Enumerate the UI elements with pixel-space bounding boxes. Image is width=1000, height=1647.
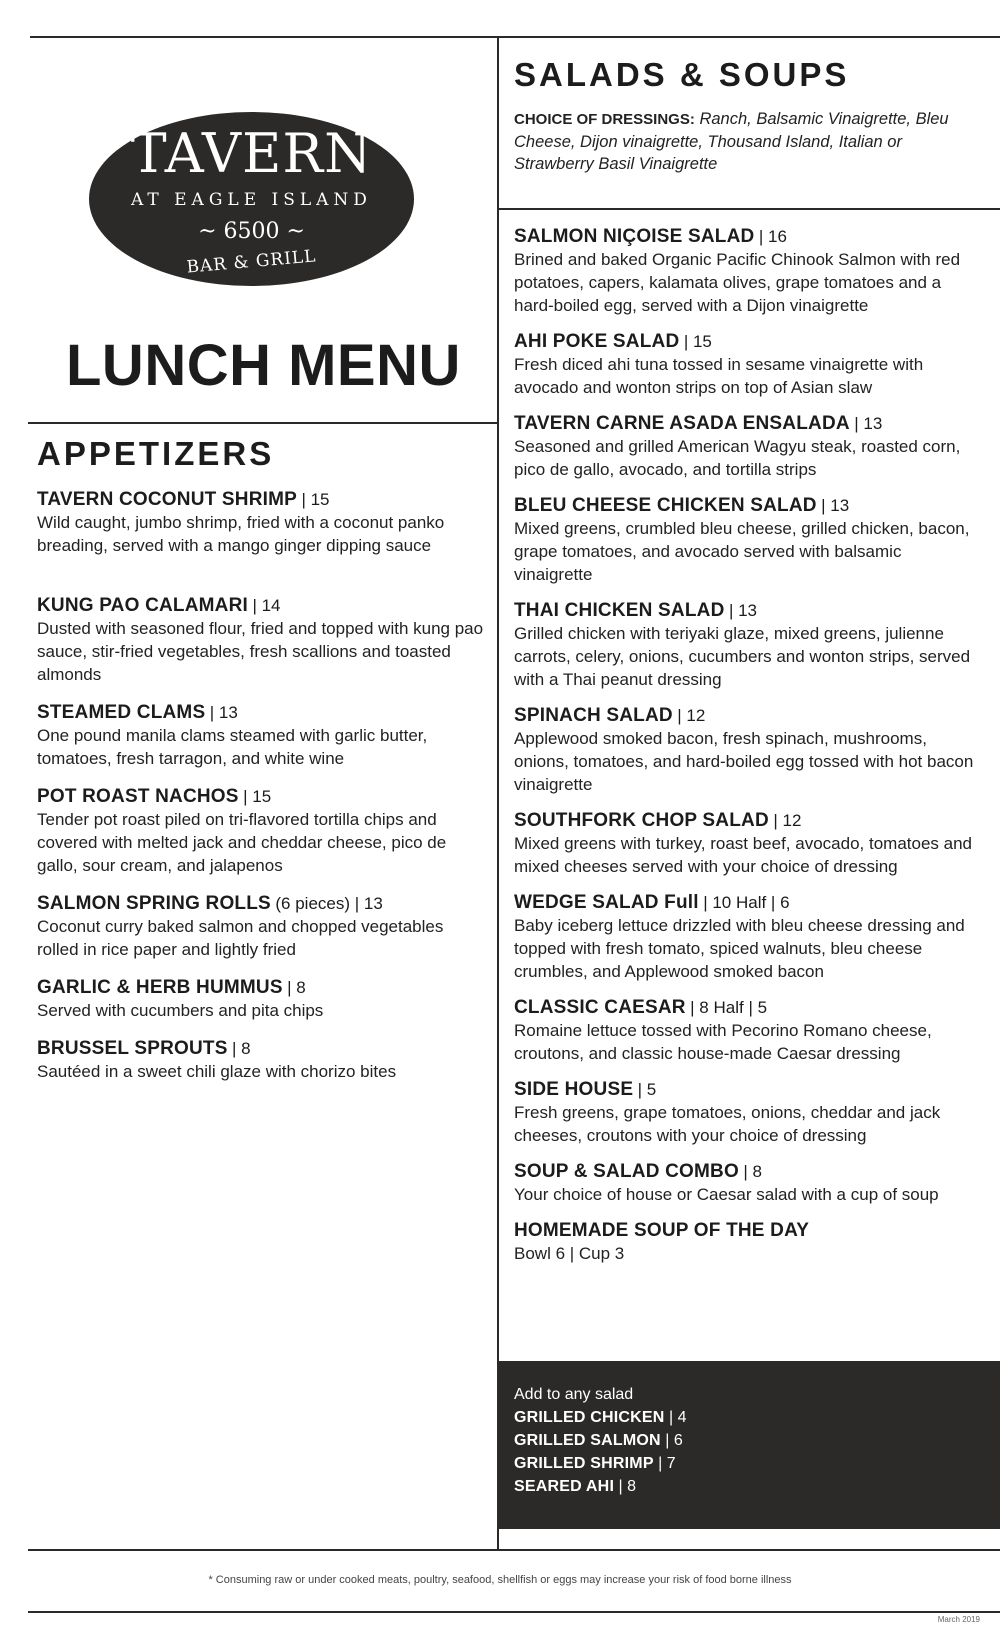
menu-item-description: One pound manila clams steamed with garlic butter, tomatoes, fresh tarragon, and white wine	[37, 726, 428, 768]
menu-item-name: POT ROAST NACHOS	[37, 786, 239, 807]
menu-item-heading	[37, 489, 487, 511]
menu-item-heading	[514, 1079, 974, 1101]
menu-item	[514, 226, 974, 317]
menu-item-heading	[514, 705, 974, 727]
health-disclaimer: * Consuming raw or under cooked meats, poultry, seafood, shellfish or eggs may increase your risk of food borne illness	[208, 1574, 792, 1586]
menu-item-heading	[514, 810, 974, 832]
menu-item-description: Coconut curry baked salmon and chopped vegetables rolled in rice paper and lightly fried	[37, 917, 444, 959]
menu-item-description: Your choice of house or Caesar salad with a cup of soup	[514, 1185, 939, 1204]
page-title: LUNCH MENU	[66, 333, 461, 398]
menu-item-name: STEAMED CLAMS	[37, 702, 206, 723]
menu-item	[514, 1161, 974, 1206]
menu-item-description: Dusted with seasoned flour, fried and topped with kung pao sauce, stir-fried vegetables, fresh scallions and toasted almonds	[37, 619, 484, 684]
menu-item-price: | 13	[728, 601, 758, 620]
menu-item-heading	[37, 893, 487, 915]
menu-item-price: | 12	[677, 706, 706, 725]
menu-item	[514, 810, 974, 878]
right-header-rule	[499, 208, 1000, 210]
menu-item-price: | 10 Half | 6	[703, 893, 790, 912]
dressings-note	[514, 108, 974, 175]
menu-item-price: | 8	[743, 1162, 762, 1181]
menu-item-description: Bowl 6 | Cup 3	[514, 1244, 625, 1263]
menu-item-description: Romaine lettuce tossed with Pecorino Romano cheese, croutons, and classic house-made Caesar dressing	[514, 1021, 932, 1063]
dressings-text: Ranch, Balsamic Vinaigrette, Bleu Cheese, Dijon vinaigrette, Thousand Island, Italian or Strawberry Basil Vinaigrette	[514, 110, 949, 173]
menu-item-price: | 8	[232, 1039, 251, 1058]
menu-item-name: SOUP & SALAD COMBO	[514, 1161, 739, 1182]
addon-item	[514, 1429, 687, 1452]
addon-price: | 8	[614, 1478, 637, 1495]
menu-item-name: AHI POKE SALAD	[514, 331, 680, 352]
addon-name: GRILLED SHRIMP	[514, 1455, 654, 1472]
addon-name: GRILLED CHICKEN	[514, 1409, 665, 1426]
menu-item-price: | 12	[773, 811, 802, 830]
salads-title: SALADS & SOUPS	[514, 56, 850, 93]
menu-item-heading	[37, 977, 487, 999]
menu-item-name: SALMON NIÇOISE SALAD	[514, 226, 755, 247]
menu-item-description: Fresh greens, grape tomatoes, onions, cheddar and jack cheeses, croutons with your choice of dressing	[514, 1103, 941, 1145]
menu-item	[514, 495, 974, 586]
menu-item-name: HOMEMADE SOUP OF THE DAY	[514, 1220, 810, 1241]
bottom-rule	[28, 1549, 1000, 1551]
logo-name: TAVERN	[130, 122, 373, 185]
menu-item-price: | 16	[758, 227, 787, 246]
menu-item-price: | 15	[683, 332, 712, 351]
menu-item-price: | 14	[252, 596, 281, 615]
menu-item-heading	[514, 413, 974, 435]
menu-item-description: Mixed greens with turkey, roast beef, avocado, tomatoes and mixed cheeses served with your choice of dressing	[514, 834, 972, 876]
menu-item-heading	[37, 702, 487, 724]
menu-item-heading	[37, 595, 487, 617]
addon-item	[514, 1452, 687, 1475]
menu-item	[37, 489, 487, 557]
top-rule	[30, 36, 1000, 38]
menu-item-description: Served with cucumbers and pita chips	[37, 1001, 324, 1020]
menu-item	[514, 600, 974, 691]
menu-item-name: SPINACH SALAD	[514, 705, 673, 726]
addons-intro: Add to any salad	[514, 1386, 634, 1403]
salads-section	[514, 226, 974, 1279]
menu-item-description: Baby iceberg lettuce drizzled with bleu cheese dressing and topped with fresh tomato, spiced walnuts, bleu cheese crumbles, and Applewood smoked bacon	[514, 916, 965, 981]
menu-item-heading	[514, 600, 974, 622]
menu-item-heading	[514, 892, 974, 914]
menu-item-heading	[37, 786, 487, 808]
logo-number: ~ 6500 ~	[198, 219, 305, 244]
menu-item	[514, 1079, 974, 1147]
salad-list	[514, 226, 974, 1265]
menu-item	[37, 702, 487, 770]
menu-item	[514, 892, 974, 983]
menu-item	[514, 705, 974, 796]
dressings-label: CHOICE OF DRESSINGS:	[514, 111, 695, 128]
menu-item-description: Sautéed in a sweet chili glaze with chorizo bites	[37, 1062, 397, 1081]
menu-item-heading	[514, 331, 974, 353]
logo-tagline: BAR & GRILL	[185, 246, 318, 278]
menu-item	[37, 595, 487, 686]
menu-item-name: KUNG PAO CALAMARI	[37, 595, 248, 616]
menu-item-price: | 5	[637, 1080, 657, 1099]
menu-item-price: | 13	[821, 496, 850, 515]
addon-item	[514, 1475, 687, 1498]
menu-item-description: Tender pot roast piled on tri-flavored tortilla chips and covered with melted jack and cheddar cheese, pico de gallo, sour cream, and jalapenos	[37, 810, 447, 875]
menu-item-name: CLASSIC CAESAR	[514, 997, 686, 1018]
menu-item	[37, 893, 487, 961]
menu-item-heading	[514, 1161, 974, 1183]
menu-item-name: SIDE HOUSE	[514, 1079, 634, 1100]
left-header-rule	[28, 422, 498, 424]
menu-item-description: Seasoned and grilled American Wagyu steak, roasted corn, pico de gallo, avocado, and tortilla strips	[514, 437, 961, 479]
menu-item-description: Grilled chicken with teriyaki glaze, mixed greens, julienne carrots, celery, onions, cucumbers and wonton strips, served with a Thai peanut dressing	[514, 624, 971, 689]
menu-item	[514, 1220, 974, 1265]
menu-item-heading	[514, 1220, 974, 1242]
addon-price: | 6	[660, 1432, 683, 1449]
addon-price: | 7	[653, 1455, 676, 1472]
date-stamp: March 2019	[937, 1615, 980, 1624]
footer-rule	[28, 1611, 1000, 1613]
menu-item-price: (6 pieces) | 13	[275, 894, 383, 913]
menu-item-price: | 13	[209, 703, 238, 722]
appetizer-list	[37, 489, 487, 1083]
menu-item	[37, 786, 487, 877]
menu-item-price: | 8 Half | 5	[690, 998, 768, 1017]
addon-item	[514, 1406, 687, 1429]
addon-list	[514, 1406, 687, 1498]
menu-item-heading	[514, 997, 974, 1019]
addon-price: | 4	[664, 1409, 687, 1426]
menu-item-name: BLEU CHEESE CHICKEN SALAD	[514, 495, 817, 516]
tavern-logo	[89, 112, 414, 286]
menu-item-description: Mixed greens, crumbled bleu cheese, grilled chicken, bacon, grape tomatoes, and avocado served with balsamic vinaigrette	[514, 519, 970, 584]
appetizers-title: APPETIZERS	[37, 435, 275, 472]
logo-subtitle: AT EAGLE ISLAND	[131, 190, 372, 210]
menu-item-price: | 15	[243, 787, 272, 806]
salads-header	[514, 56, 974, 175]
menu-item	[37, 1038, 487, 1083]
menu-item-name: BRUSSEL SPROUTS	[37, 1038, 228, 1059]
menu-item	[514, 413, 974, 481]
menu-item	[514, 331, 974, 399]
menu-item-name: SALMON SPRING ROLLS	[37, 893, 271, 914]
menu-item-heading	[514, 226, 974, 248]
menu-item	[37, 977, 487, 1022]
menu-item-price: | 8	[287, 978, 306, 997]
menu-item-name: TAVERN COCONUT SHRIMP	[37, 489, 297, 510]
menu-item-description: Applewood smoked bacon, fresh spinach, mushrooms, onions, tomatoes, and hard-boiled egg tossed with hot bacon vinaigrette	[514, 729, 974, 794]
menu-item-description: Fresh diced ahi tuna tossed in sesame vinaigrette with avocado and wonton strips on top of Asian slaw	[514, 355, 924, 397]
center-divider	[497, 36, 499, 1549]
menu-item-price: | 13	[854, 414, 883, 433]
menu-item-heading	[514, 495, 974, 517]
menu-item-name: TAVERN CARNE ASADA ENSALADA	[514, 413, 850, 434]
addon-name: GRILLED SALMON	[514, 1432, 661, 1449]
menu-item-description: Wild caught, jumbo shrimp, fried with a coconut panko breading, served with a mango ginger dipping sauce	[37, 513, 445, 555]
menu-item	[514, 997, 974, 1065]
appetizers-section	[37, 435, 487, 1099]
menu-item-heading	[37, 1038, 487, 1060]
menu-item-description: Brined and baked Organic Pacific Chinook Salmon with red potatoes, capers, kalamata olives, grape tomatoes and a hard-boiled egg, served with a Dijon vinaigrette	[514, 250, 961, 315]
menu-item-name: THAI CHICKEN SALAD	[514, 600, 725, 621]
menu-item-name: SOUTHFORK CHOP SALAD	[514, 810, 769, 831]
menu-item-price: | 15	[301, 490, 330, 509]
addon-name: SEARED AHI	[514, 1478, 615, 1495]
menu-item-name: GARLIC & HERB HUMMUS	[37, 977, 283, 998]
menu-item-name: WEDGE SALAD Full	[514, 892, 699, 913]
salad-addons-box	[499, 1361, 1000, 1529]
